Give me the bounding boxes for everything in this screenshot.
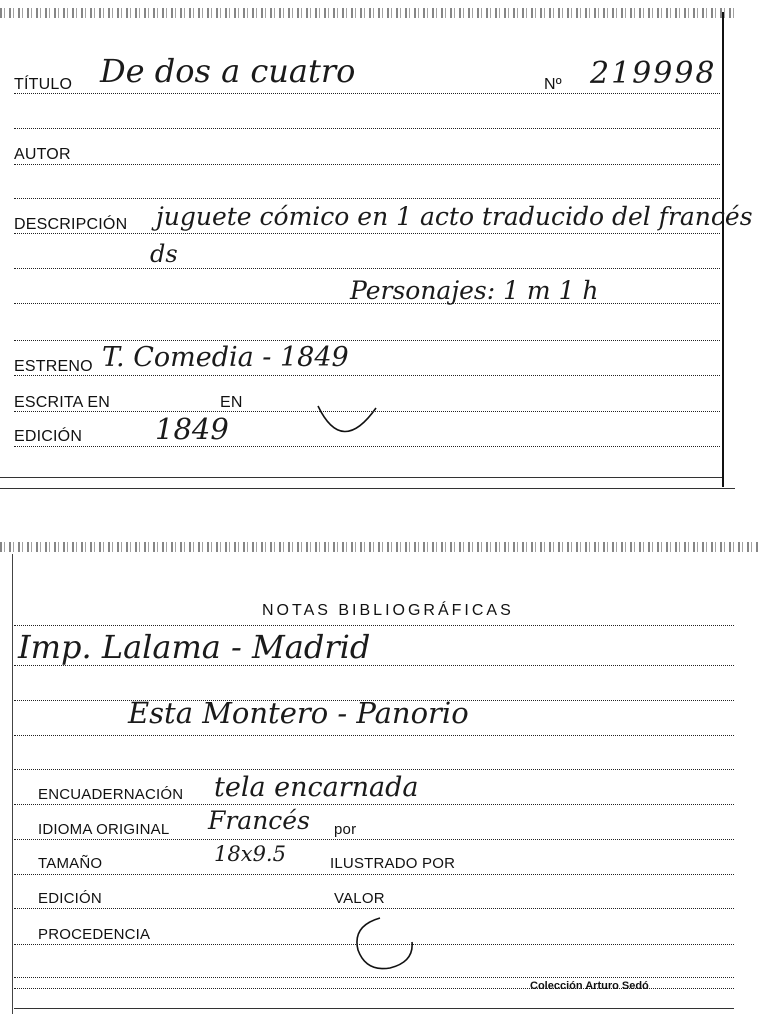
escrita-label: ESCRITA EN xyxy=(14,394,110,411)
procedencia-label: PROCEDENCIA xyxy=(38,926,151,943)
notas-bibliograficas-title: NOTAS BIBLIOGRÁFICAS xyxy=(262,602,514,619)
edicion-handwritten: 1849 xyxy=(155,412,229,446)
titulo-handwritten: De dos a cuatro xyxy=(100,52,356,90)
card-border-line xyxy=(0,477,722,478)
ruled-line xyxy=(14,874,734,875)
valor-label: VALOR xyxy=(334,890,385,907)
card-border-left xyxy=(12,554,13,1014)
card-border-bottom xyxy=(0,488,735,489)
en-label: EN xyxy=(220,394,243,411)
tamano-label: TAMAÑO xyxy=(38,855,103,872)
encuadernacion-label: ENCUADERNACIÓN xyxy=(38,786,184,803)
numero-handwritten: 219998 xyxy=(590,56,717,91)
punch-hole-mark xyxy=(350,914,420,976)
idioma-handwritten: Francés xyxy=(208,806,310,835)
personajes-handwritten: Personajes: 1 m 1 h xyxy=(350,276,599,305)
note-handwritten-1: Imp. Lalama - Madrid xyxy=(18,628,371,666)
tamano-handwritten: 18x9.5 xyxy=(214,842,286,866)
descripcion-label: DESCRIPCIÓN xyxy=(14,216,128,233)
torn-edge xyxy=(0,8,735,18)
note-handwritten-2: Esta Montero - Panorio xyxy=(128,696,469,730)
collection-credit: Colección Arturo Sedó xyxy=(530,980,649,992)
ruled-line xyxy=(14,735,734,736)
ruled-line xyxy=(14,340,720,341)
encuadernacion-handwritten: tela encarnada xyxy=(214,772,419,803)
estreno-label: ESTRENO xyxy=(14,358,93,375)
por-label: por xyxy=(334,821,357,838)
ruled-line xyxy=(14,128,720,129)
ruled-line xyxy=(14,375,720,376)
edicion-label: EDICIÓN xyxy=(14,428,83,445)
ruled-line xyxy=(14,908,734,909)
ruled-line xyxy=(14,625,734,626)
descripcion-handwritten: juguete cómico en 1 acto traducido del francés xyxy=(156,202,753,231)
punch-hole-mark xyxy=(312,398,382,448)
idioma-label: IDIOMA ORIGINAL xyxy=(38,821,170,838)
titulo-label: TÍTULO xyxy=(14,76,73,93)
ruled-line xyxy=(14,164,720,165)
estreno-handwritten: T. Comedia - 1849 xyxy=(102,342,349,373)
edicion-label-bottom: EDICIÓN xyxy=(38,890,102,907)
descripcion-handwritten-2: ds xyxy=(150,240,178,268)
ruled-line xyxy=(14,769,734,770)
ruled-line xyxy=(14,268,720,269)
torn-edge xyxy=(0,542,759,552)
autor-label: AUTOR xyxy=(14,146,71,163)
ruled-line xyxy=(14,977,734,978)
ruled-line xyxy=(14,804,734,805)
catalog-card-bottom xyxy=(0,540,759,1028)
ruled-line xyxy=(14,198,720,199)
card-border-bottom xyxy=(14,1008,734,1009)
numero-label: Nº xyxy=(544,76,562,93)
ruled-line xyxy=(14,93,720,94)
ilustrado-label: ILUSTRADO POR xyxy=(330,855,456,872)
catalog-card-top xyxy=(0,0,753,492)
card-border-right xyxy=(722,12,724,487)
ruled-line xyxy=(14,839,734,840)
